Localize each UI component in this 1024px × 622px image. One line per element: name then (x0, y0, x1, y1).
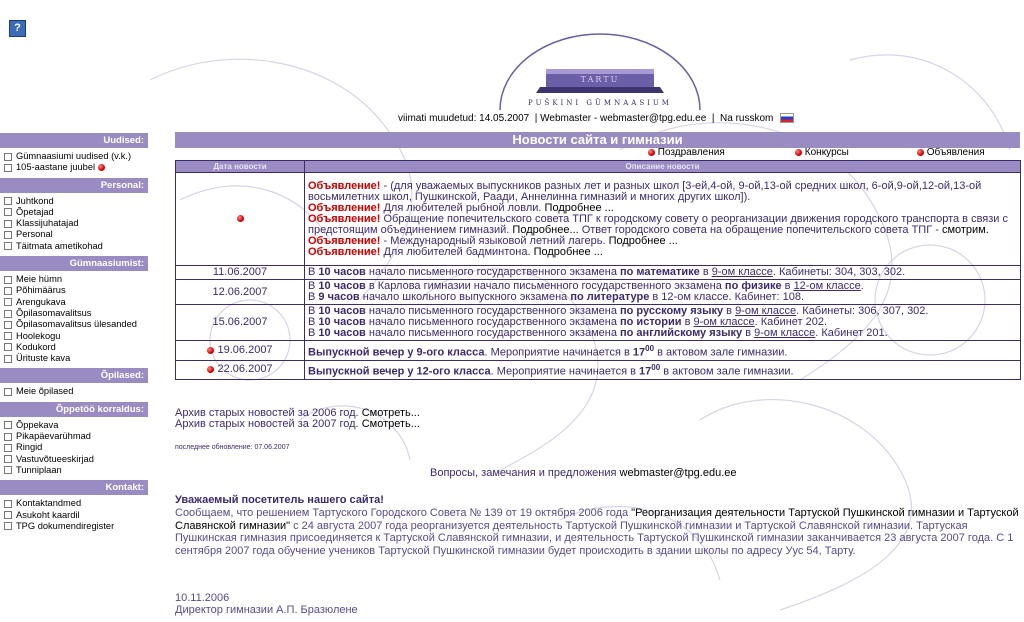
sidebar-item-label[interactable]: Ürituste kava (16, 353, 71, 364)
class-link[interactable]: 9-ом классе (711, 266, 773, 278)
date-column-header: Дата новости (176, 161, 305, 173)
sidebar-item-label[interactable]: Kodukord (16, 341, 56, 352)
sidebar-item[interactable] (4, 498, 148, 509)
sidebar-item[interactable] (4, 151, 148, 162)
more-link[interactable]: Подробнее ... (533, 245, 603, 258)
sidebar-item-label[interactable]: Pikapäevarühmad (16, 431, 91, 442)
bullet-box-icon (4, 208, 12, 216)
sidebar-item[interactable] (4, 510, 148, 521)
sidebar-item[interactable] (4, 274, 148, 285)
description-cell: Выпускной вечер у 12-ого класса. Мероприятие начинается в $17^{00}$ в актовом зале гимназии. (305, 361, 1021, 380)
notice-heading: Уважаемый посетитель нашего сайта! (175, 494, 384, 506)
sidebar-item-label[interactable]: Arengukava (16, 296, 66, 307)
sidebar-item-label[interactable]: Personal (16, 229, 53, 240)
sidebar-item[interactable] (4, 420, 148, 431)
more-link[interactable]: Подробнее ... (608, 234, 678, 247)
sidebar-item[interactable] (4, 229, 148, 240)
sidebar-item-label[interactable]: Täitmata ametikohad (16, 240, 103, 251)
date-cell: 11.06.2007 (176, 266, 305, 280)
sidebar-item[interactable] (4, 431, 148, 442)
bullet-box-icon (4, 231, 12, 239)
bullet-icon (237, 215, 244, 222)
sidebar-item-label[interactable]: Meie hümn (16, 274, 62, 285)
bullet-box-icon (4, 197, 12, 205)
bullet-icon (207, 366, 214, 373)
bullet-icon (98, 164, 105, 171)
questions-line: Вопросы, замечания и предложения webmaster@tpg.edu.ee (430, 467, 737, 479)
sidebar-item-label[interactable]: Õpetajad (16, 206, 54, 217)
date-cell: 15.06.2007 (176, 305, 305, 341)
bullet-box-icon (4, 421, 12, 429)
date-cell: 22.06.2007 (176, 361, 305, 380)
table-row (176, 266, 1021, 280)
sidebar-item[interactable] (4, 308, 148, 319)
bullet-box-icon (4, 466, 12, 474)
description-column-header: Описание новости (305, 161, 1021, 173)
class-link[interactable]: 9-ом классе (693, 316, 755, 328)
sidebar-item[interactable] (4, 386, 148, 397)
bullet-box-icon (4, 511, 12, 519)
sidebar-section-heading: Õppetöö korraldus: (0, 402, 148, 417)
sidebar-item-label[interactable]: Klassijuhatajad (16, 218, 79, 229)
news-title: Новости сайта и гимназии (175, 132, 1020, 148)
bullet-box-icon (4, 522, 12, 530)
russian-link[interactable]: Na russkom (720, 113, 774, 124)
sidebar-item-label[interactable]: Meie õpilased (16, 386, 74, 397)
sidebar-item-label[interactable]: Kontaktandmed (16, 498, 82, 509)
sidebar-item-label[interactable]: Ringid (16, 442, 43, 453)
date-cell (176, 173, 305, 266)
sidebar-list (0, 148, 148, 178)
category-announcements[interactable]: Объявления (926, 147, 985, 158)
sidebar-item[interactable] (4, 218, 148, 229)
news-table (175, 160, 1021, 380)
bullet-box-icon (4, 153, 12, 161)
sidebar-list (0, 271, 148, 368)
sidebar-item-label[interactable]: Tunniplaan (16, 464, 62, 475)
sidebar-item-label[interactable]: Gümnaasiumi uudised (v.k.) (16, 151, 132, 161)
date-cell: 19.06.2007 (176, 341, 305, 361)
last-update: последнее обновление: 07.06.2007 (175, 444, 290, 451)
class-link[interactable]: 9-ом классе (754, 327, 816, 339)
date-cell: 12.06.2007 (176, 280, 305, 305)
description-cell: Объявление! - (для уважаемых выпускников разных лет и разных школ [3-ей,4-ой, 9-ой,13-ой средних школ, 6-ой,9-ой,12-ой,13-ой восьмилетних школ, Пушкинской, Раади, Аннелинна гимназий и многих других школ]). Объявление! Для любителей рыбной ловли. Подробнее ... Объявление! Обращение попечительского совета ТПГ к городскому совету о реорганизации движения городского транспорта в связи с предстоящим объединением гимназий. Подробнее... Ответ городского совета на обращение попечительского совета ТПГ - смотрим. Объявление! - Международный языковой летний лагерь. Подробнее ... Объявление! Для любителей бадминтона. Подробнее ... (305, 173, 1021, 266)
sidebar-item[interactable] (4, 353, 148, 364)
sidebar-list (0, 383, 148, 401)
header-meta: viimati muudetud: 14.05.2007 | Webmaster - webmaster@tpg.edu.ee | Na russkom (398, 113, 818, 124)
category-contests[interactable]: Конкурсы (804, 147, 849, 158)
sidebar-item[interactable] (4, 342, 148, 353)
bullet-icon (795, 149, 802, 156)
table-row (176, 305, 1021, 341)
archive-2007-link[interactable]: Смотреть... (361, 418, 420, 430)
more-link[interactable]: Подробнее ... (544, 201, 614, 214)
sidebar-item-label[interactable]: 105-aastane juubel (16, 162, 96, 173)
description-cell: В 10 часов начало письменного государственного экзамена по русскому языку в 9-ом классе. Кабинеты: 306, 307, 302. В 10 часов начало письменного государственного экзамена по истории в 9-ом классе. Кабинет 202. В 10 часов начало письменного государственного экзамена по английскому языку в 9-ом классе. Кабинет 201. (305, 305, 1021, 341)
sidebar-section-heading: Kontakt: (0, 480, 148, 495)
bullet-box-icon (4, 310, 12, 318)
description-cell: Выпускной вечер у 9-ого класса. Мероприятие начинается в $17^{00}$ в актовом зале гимназии. (305, 341, 1021, 361)
table-row (176, 173, 1021, 266)
sidebar-list (0, 417, 148, 480)
contact-email-link[interactable]: webmaster@tpg.edu.ee (619, 467, 737, 479)
sidebar-item-label[interactable]: Hoolekogu (16, 330, 61, 341)
reorganization-notice: Уважаемый посетитель нашего сайта! Сообщаем, что решением Тартуского Городского Совета № 139 от 19 октября 2006 года "Реорганизация деятельности Тартуской Пушкинской гимназии и Тартуской Славянской гимназии" с 24 августа 2007 года реорганизуется деятельность Тартуской Пушкинской гимназии и Тартуской Славянской гимназии. Тартуская Пушкинская гимназия присоединяется к Тартуской Славянской гимназии, и деятельность Тартуской Пушкинской гимназии заканчивается 23 августа 2007 года. С 1 сентября 2007 года обучение учеников Тартуской Пушкинской гимназии будет происходить в здании школы по адресу Уус 54, Тарту. (175, 494, 1019, 557)
sidebar-item[interactable] (4, 454, 148, 465)
bullet-box-icon (4, 242, 12, 250)
bullet-box-icon (4, 343, 12, 351)
russian-flag-icon[interactable] (780, 113, 794, 123)
help-icon[interactable]: ? (9, 20, 26, 37)
bullet-icon (648, 149, 655, 156)
table-row (176, 280, 1021, 305)
bullet-box-icon (4, 433, 12, 441)
sidebar-section-heading: Gümnaasiumist: (0, 256, 148, 271)
sidebar-item[interactable] (4, 207, 148, 218)
sidebar-nav (0, 133, 148, 536)
category-congratulations[interactable]: Поздравления (657, 147, 725, 158)
school-name: PUŠKINI GÜMNAASIUM (528, 99, 672, 107)
bullet-box-icon (4, 444, 12, 452)
sidebar-item[interactable] (4, 297, 148, 308)
class-link[interactable]: 9-ом классе (735, 305, 797, 317)
sidebar-list (0, 193, 148, 256)
class-link[interactable]: 12-ом классе (793, 280, 861, 292)
sidebar-item-label[interactable]: Põhimäärus (16, 285, 66, 296)
last-modified: viimati muudetud: 14.05.2007 (398, 113, 530, 124)
description-cell: В 10 часов начало письменного государственного экзамена по математике в 9-ом классе. Кабинеты: 304, 303, 302. (305, 266, 1021, 280)
bullet-box-icon (4, 164, 12, 172)
bullet-box-icon (4, 287, 12, 295)
sidebar-item[interactable] (4, 196, 148, 207)
bullet-box-icon (4, 298, 12, 306)
sidebar-item-label[interactable]: Juhtkond (16, 195, 54, 206)
bullet-box-icon (4, 355, 12, 363)
bullet-box-icon (4, 455, 12, 463)
bullet-box-icon (4, 388, 12, 396)
table-row (176, 361, 1021, 380)
svg-text:TARTU: TARTU (580, 75, 620, 84)
sidebar-list (0, 495, 148, 536)
notice-signature: 10.11.2006 Директор гимназии А.П. Бразюлене (175, 592, 358, 616)
bullet-box-icon (4, 500, 12, 508)
sidebar-item[interactable] (4, 442, 148, 453)
description-cell: В 10 часов в Карлова гимназии начало письменного государственного экзамена по физике в 12-ом классе. В 9 часов начало школьного выпускного экзамена по литературе в 12-ом классе. Кабинет: 108. (305, 280, 1021, 305)
sidebar-section-heading: Õpilased: (0, 368, 148, 383)
more-link[interactable]: Подробнее... (512, 223, 579, 236)
sidebar-item-label[interactable]: Õpilasomavalitsus (16, 307, 92, 318)
sidebar-item[interactable] (4, 241, 148, 252)
archive-2006-link[interactable]: Смотреть... (361, 407, 420, 419)
bullet-box-icon (4, 276, 12, 284)
bullet-icon (207, 347, 214, 354)
bullet-icon (917, 149, 924, 156)
sidebar-item[interactable] (4, 521, 148, 532)
sidebar-item[interactable] (4, 285, 148, 296)
sidebar-item-label[interactable]: Vastuvõtueeskirjad (16, 453, 94, 464)
sidebar-item-label[interactable]: TPG dokumendiregister (16, 520, 115, 531)
bullet-box-icon (4, 321, 12, 329)
sidebar-item-label[interactable]: Asukoht kaardil (16, 509, 80, 520)
bullet-box-icon (4, 332, 12, 340)
sidebar-item[interactable] (4, 331, 148, 342)
sidebar-item[interactable] (4, 162, 148, 173)
webmaster-link[interactable]: Webmaster - webmaster@tpg.edu.ee (540, 113, 707, 124)
sidebar-section-heading: Personal: (0, 178, 148, 193)
bullet-box-icon (4, 220, 12, 228)
sidebar-item[interactable] (4, 465, 148, 476)
table-row (176, 341, 1021, 361)
sidebar-item-label[interactable]: Õpilasomavalitsus ülesanded (16, 319, 137, 330)
sidebar-item[interactable] (4, 319, 148, 330)
sidebar-item-label[interactable]: Õppekava (16, 419, 59, 430)
archive-links: Архив старых новостей за 2006 год. Смотреть... Архив старых новостей за 2007 год. Смотреть... (175, 407, 420, 430)
view-link[interactable]: смотрим. (941, 223, 989, 236)
sidebar-section-heading: Uudised: (0, 133, 148, 148)
